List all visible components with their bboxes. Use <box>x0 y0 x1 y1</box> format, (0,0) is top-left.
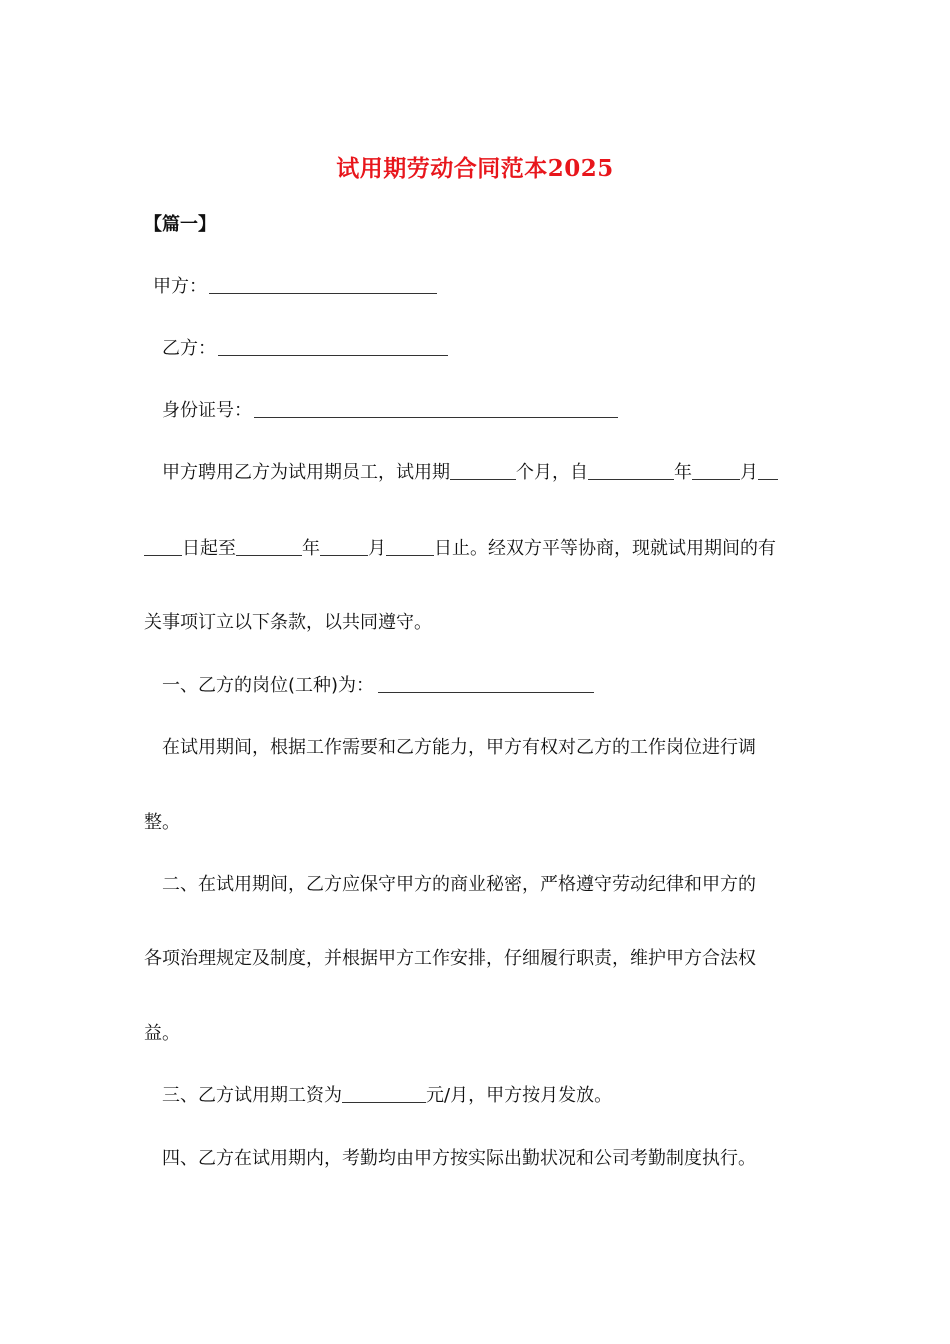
id-number-blank <box>254 399 618 418</box>
party-b-blank <box>218 337 448 356</box>
clause-1-label: 一、乙方的岗位(工种)为： <box>162 675 375 696</box>
clause-3 <box>162 1083 612 1109</box>
intro-text-year: 年 <box>674 462 692 483</box>
intro-text-year-2: 年 <box>302 538 320 559</box>
document-title: 试用期劳动合同范本2025 <box>336 155 614 182</box>
id-number-label: 身份证号： <box>162 400 252 421</box>
clause-2-text-a: 二、在试用期间，乙方应保守甲方的商业秘密，严格遵守劳动纪律和甲方的 <box>162 874 756 895</box>
intro-line-1 <box>162 460 778 486</box>
id-number-line <box>162 398 618 424</box>
intro-line-3: 关事项订立以下条款，以共同遵守。 <box>144 612 432 633</box>
intro-text-3: 日起至 <box>182 538 236 559</box>
intro-text-4: 日止。经双方平等协商，现就试用期间的有 <box>434 538 776 559</box>
start-day-blank-b <box>144 537 182 556</box>
intro-text-2: 个月，自 <box>516 462 588 483</box>
clause-2-text-c: 益。 <box>144 1023 180 1044</box>
party-a-blank <box>209 275 437 294</box>
party-b-line <box>162 336 448 362</box>
intro-text-month-2: 月 <box>368 538 386 559</box>
party-a-line <box>153 274 437 300</box>
end-year-blank <box>236 537 302 556</box>
party-b-label: 乙方： <box>162 338 216 359</box>
intro-text-month: 月 <box>740 462 758 483</box>
start-day-blank-a <box>758 461 778 480</box>
intro-text-1: 甲方聘用乙方为试用期员工，试用期 <box>162 462 450 483</box>
clause-3-text-2: 元/月，甲方按月发放。 <box>426 1085 613 1106</box>
clause-2-text-b: 各项治理规定及制度，并根据甲方工作安排，仔细履行职责，维护甲方合法权 <box>144 948 756 969</box>
start-month-blank <box>692 461 740 480</box>
trial-months-blank <box>450 461 516 480</box>
end-month-blank <box>320 537 368 556</box>
position-blank <box>378 674 594 693</box>
party-a-label: 甲方： <box>153 276 207 297</box>
section-heading: 【篇一】 <box>144 214 216 235</box>
clause-1-text-a: 在试用期间，根据工作需要和乙方能力，甲方有权对乙方的工作岗位进行调 <box>162 737 756 758</box>
clause-1-text-b: 整。 <box>144 812 180 833</box>
intro-line-2 <box>144 536 776 562</box>
clause-3-text-1: 三、乙方试用期工资为 <box>162 1085 342 1106</box>
clause-4: 四、乙方在试用期内，考勤均由甲方按实际出勤状况和公司考勤制度执行。 <box>162 1148 756 1169</box>
salary-blank <box>342 1084 426 1103</box>
clause-1-heading <box>162 673 594 699</box>
start-year-blank <box>588 461 674 480</box>
end-day-blank <box>386 537 434 556</box>
